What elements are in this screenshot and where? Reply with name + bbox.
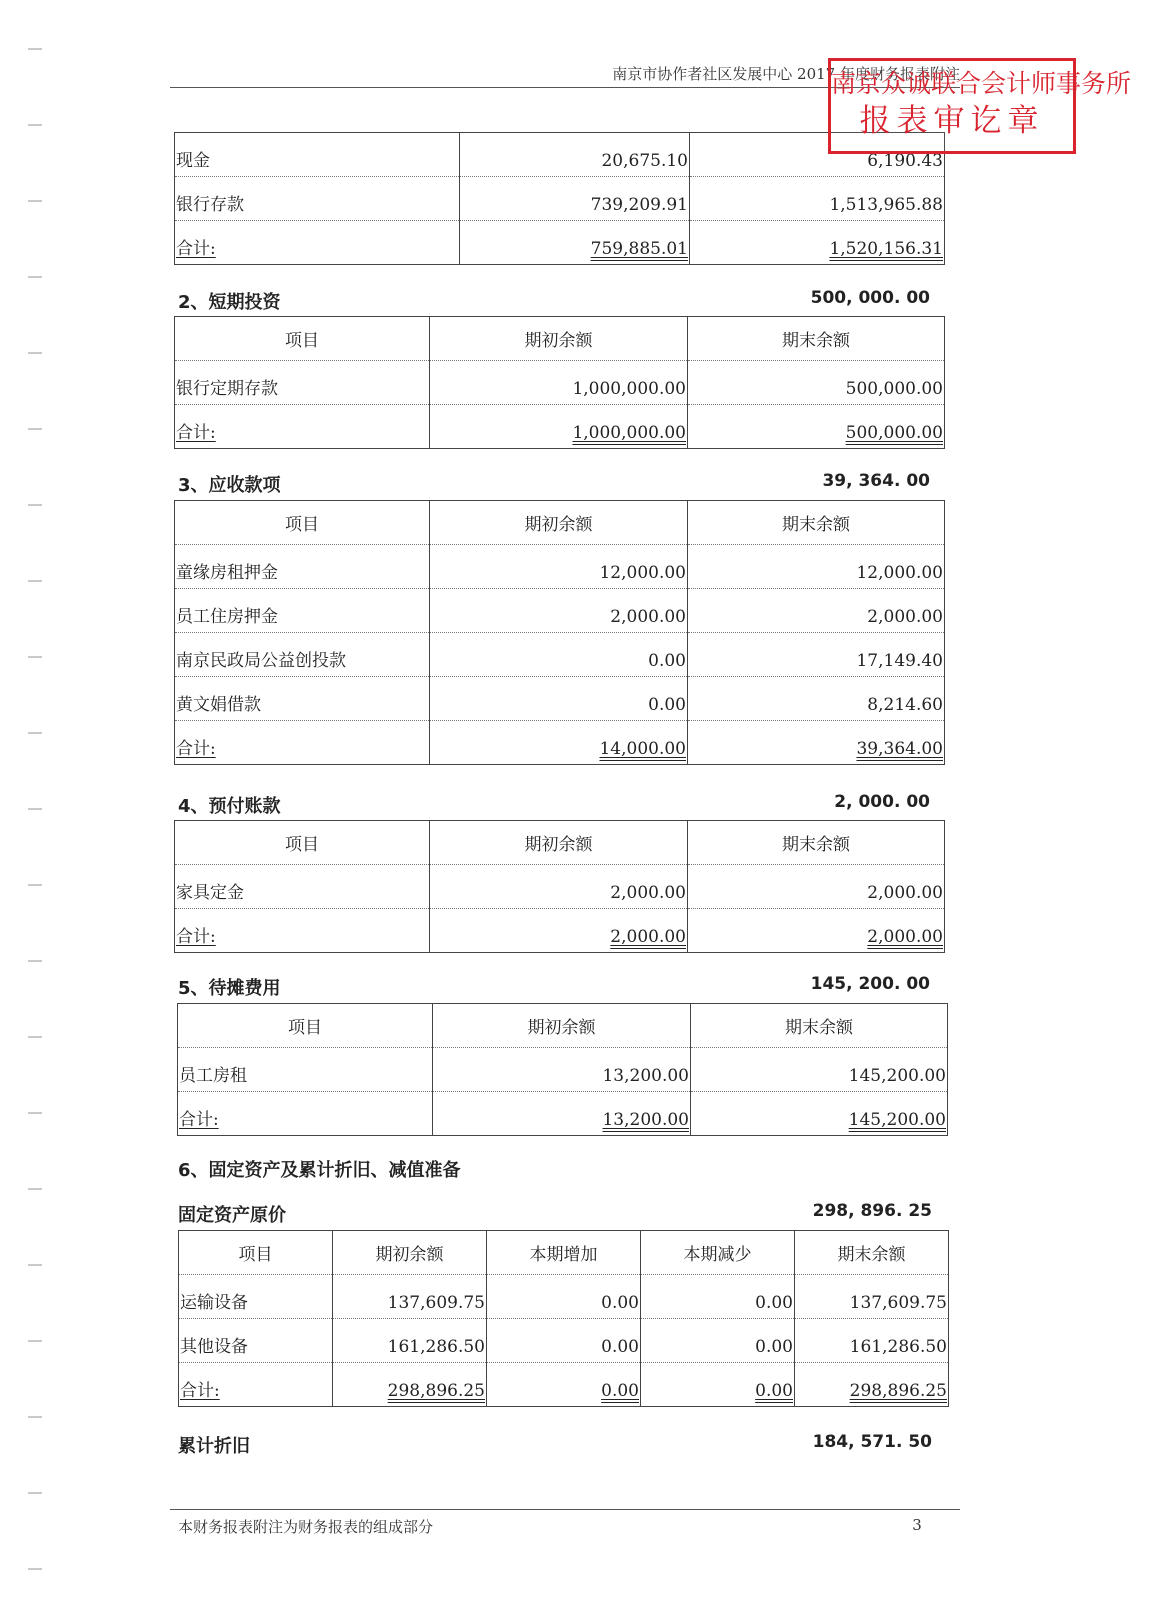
begin-balance-cell: 2,000.00 [430, 865, 688, 909]
end-balance-cell: 161,286.50 [795, 1319, 949, 1363]
total-begin: 759,885.01 [590, 239, 688, 259]
decrease-cell: 0.00 [641, 1275, 795, 1319]
begin-balance-cell: 12,000.00 [430, 545, 688, 589]
end-balance-cell: 17,149.40 [688, 633, 945, 677]
subsection-title-fixed-asset-cost: 固定资产原价 [178, 1205, 286, 1226]
header-row [178, 1004, 948, 1048]
table-row [179, 1275, 949, 1319]
subsection-amount-fixed-asset-cost: 298, 896. 25 [812, 1201, 932, 1221]
total-row [175, 909, 945, 953]
total-label: 合计: [176, 423, 216, 443]
table-row [178, 1048, 948, 1092]
col-header: 期末余额 [795, 1231, 949, 1275]
col-header: 期末余额 [688, 821, 945, 865]
stamp-label: 报表审讫章 [859, 103, 1045, 139]
section-amount-receivables: 39, 364. 00 [822, 471, 930, 491]
end-balance-cell: 12,000.00 [688, 545, 945, 589]
table-row [175, 361, 945, 405]
col-header: 期末余额 [688, 317, 945, 361]
item-cell: 家具定金 [175, 865, 430, 909]
table-row [175, 177, 945, 221]
total-row [179, 1363, 949, 1407]
begin-balance-cell: 1,000,000.00 [430, 361, 688, 405]
begin-balance-cell: 20,675.10 [460, 133, 690, 177]
total-label: 合计: [179, 1110, 219, 1130]
total-end: 2,000.00 [867, 927, 943, 947]
total-row [175, 721, 945, 765]
section-amount-short-investment: 500, 000. 00 [810, 288, 930, 308]
total-begin: 2,000.00 [610, 927, 686, 947]
section-title-deferred-expenses: 5、待摊费用 [178, 978, 281, 999]
col-header: 期初余额 [333, 1231, 487, 1275]
end-balance-cell: 2,000.00 [688, 865, 945, 909]
total-begin: 13,200.00 [602, 1110, 689, 1130]
footer-rule [170, 1509, 960, 1510]
page-number: 3 [912, 1516, 922, 1534]
total-end: 145,200.00 [848, 1110, 946, 1130]
header-row [175, 821, 945, 865]
col-header: 期初余额 [430, 501, 688, 545]
item-cell: 其他设备 [179, 1319, 333, 1363]
end-balance-cell: 137,609.75 [795, 1275, 949, 1319]
item-cell: 员工房租 [178, 1048, 433, 1092]
total-row [175, 405, 945, 449]
total-begin: 298,896.25 [387, 1381, 485, 1401]
receivables-table [174, 500, 945, 765]
section-title-receivables: 3、应收款项 [178, 475, 281, 496]
deferred-expenses-table [177, 1003, 948, 1136]
item-cell: 运输设备 [179, 1275, 333, 1319]
fixed-assets-table [178, 1230, 949, 1407]
col-header: 项目 [178, 1004, 433, 1048]
item-cell: 现金 [175, 133, 460, 177]
col-header: 项目 [179, 1231, 333, 1275]
col-header: 期初余额 [430, 821, 688, 865]
total-label: 合计: [176, 239, 216, 259]
col-header: 期初余额 [430, 317, 688, 361]
item-cell: 员工住房押金 [175, 589, 430, 633]
begin-balance-cell: 739,209.91 [460, 177, 690, 221]
total-begin: 14,000.00 [599, 739, 686, 759]
section-title-short-investment: 2、短期投资 [178, 292, 281, 313]
col-header: 期末余额 [688, 501, 945, 545]
short-investment-table [174, 316, 945, 449]
item-cell: 银行定期存款 [175, 361, 430, 405]
begin-balance-cell: 2,000.00 [430, 589, 688, 633]
table-row [175, 865, 945, 909]
begin-balance-cell: 13,200.00 [433, 1048, 691, 1092]
binding-margin [28, 0, 48, 1600]
col-header: 项目 [175, 501, 430, 545]
item-cell: 银行存款 [175, 177, 460, 221]
col-header: 本期增加 [487, 1231, 641, 1275]
total-row [175, 221, 945, 265]
total-begin: 1,000,000.00 [572, 423, 686, 443]
total-label: 合计: [176, 739, 216, 759]
end-balance-cell: 145,200.00 [691, 1048, 948, 1092]
total-end: 500,000.00 [845, 423, 943, 443]
audit-stamp [828, 58, 1132, 154]
end-balance-cell: 500,000.00 [688, 361, 945, 405]
begin-balance-cell: 0.00 [430, 677, 688, 721]
total-increase: 0.00 [601, 1381, 639, 1401]
begin-balance-cell: 137,609.75 [333, 1275, 487, 1319]
header-row [179, 1231, 949, 1275]
col-header: 期末余额 [691, 1004, 948, 1048]
item-cell: 黄文娟借款 [175, 677, 430, 721]
section-amount-prepayments: 2, 000. 00 [834, 792, 930, 812]
col-header: 期初余额 [433, 1004, 691, 1048]
end-balance-cell: 2,000.00 [688, 589, 945, 633]
total-end: 39,364.00 [856, 739, 943, 759]
col-header: 本期减少 [641, 1231, 795, 1275]
table-row [179, 1319, 949, 1363]
section-title-fixed-assets: 6、固定资产及累计折旧、减值准备 [178, 1160, 461, 1181]
total-label: 合计: [176, 927, 216, 947]
total-end: 298,896.25 [849, 1381, 947, 1401]
header-row [175, 317, 945, 361]
end-balance-cell: 1,513,965.88 [690, 177, 945, 221]
subsection-amount-accumulated-depreciation: 184, 571. 50 [812, 1432, 932, 1452]
begin-balance-cell: 161,286.50 [333, 1319, 487, 1363]
stamp-firm-name: 南京众诚联合会计师事务所 [831, 69, 1132, 98]
col-header: 项目 [175, 821, 430, 865]
increase-cell: 0.00 [487, 1319, 641, 1363]
decrease-cell: 0.00 [641, 1319, 795, 1363]
table-row [175, 589, 945, 633]
total-decrease: 0.00 [755, 1381, 793, 1401]
total-row [178, 1092, 948, 1136]
col-header: 项目 [175, 317, 430, 361]
increase-cell: 0.00 [487, 1275, 641, 1319]
begin-balance-cell: 0.00 [430, 633, 688, 677]
table-row [175, 677, 945, 721]
end-balance-cell: 8,214.60 [688, 677, 945, 721]
item-cell: 南京民政局公益创投款 [175, 633, 430, 677]
subsection-title-accumulated-depreciation: 累计折旧 [178, 1436, 250, 1457]
table-row [175, 545, 945, 589]
end-balance-cell: 6,190.43 [690, 133, 945, 177]
footer-note: 本财务报表附注为财务报表的组成部分 [178, 1518, 434, 1536]
document-header: 南京市协作者社区发展中心 2017 年度财务报表附注 [612, 65, 960, 83]
item-cell: 童缘房租押金 [175, 545, 430, 589]
total-label: 合计: [180, 1381, 220, 1401]
table-row [175, 633, 945, 677]
header-row [175, 501, 945, 545]
section-title-prepayments: 4、预付账款 [178, 796, 281, 817]
section-amount-deferred-expenses: 145, 200. 00 [810, 974, 930, 994]
total-end: 1,520,156.31 [829, 239, 943, 259]
prepayments-table [174, 820, 945, 953]
